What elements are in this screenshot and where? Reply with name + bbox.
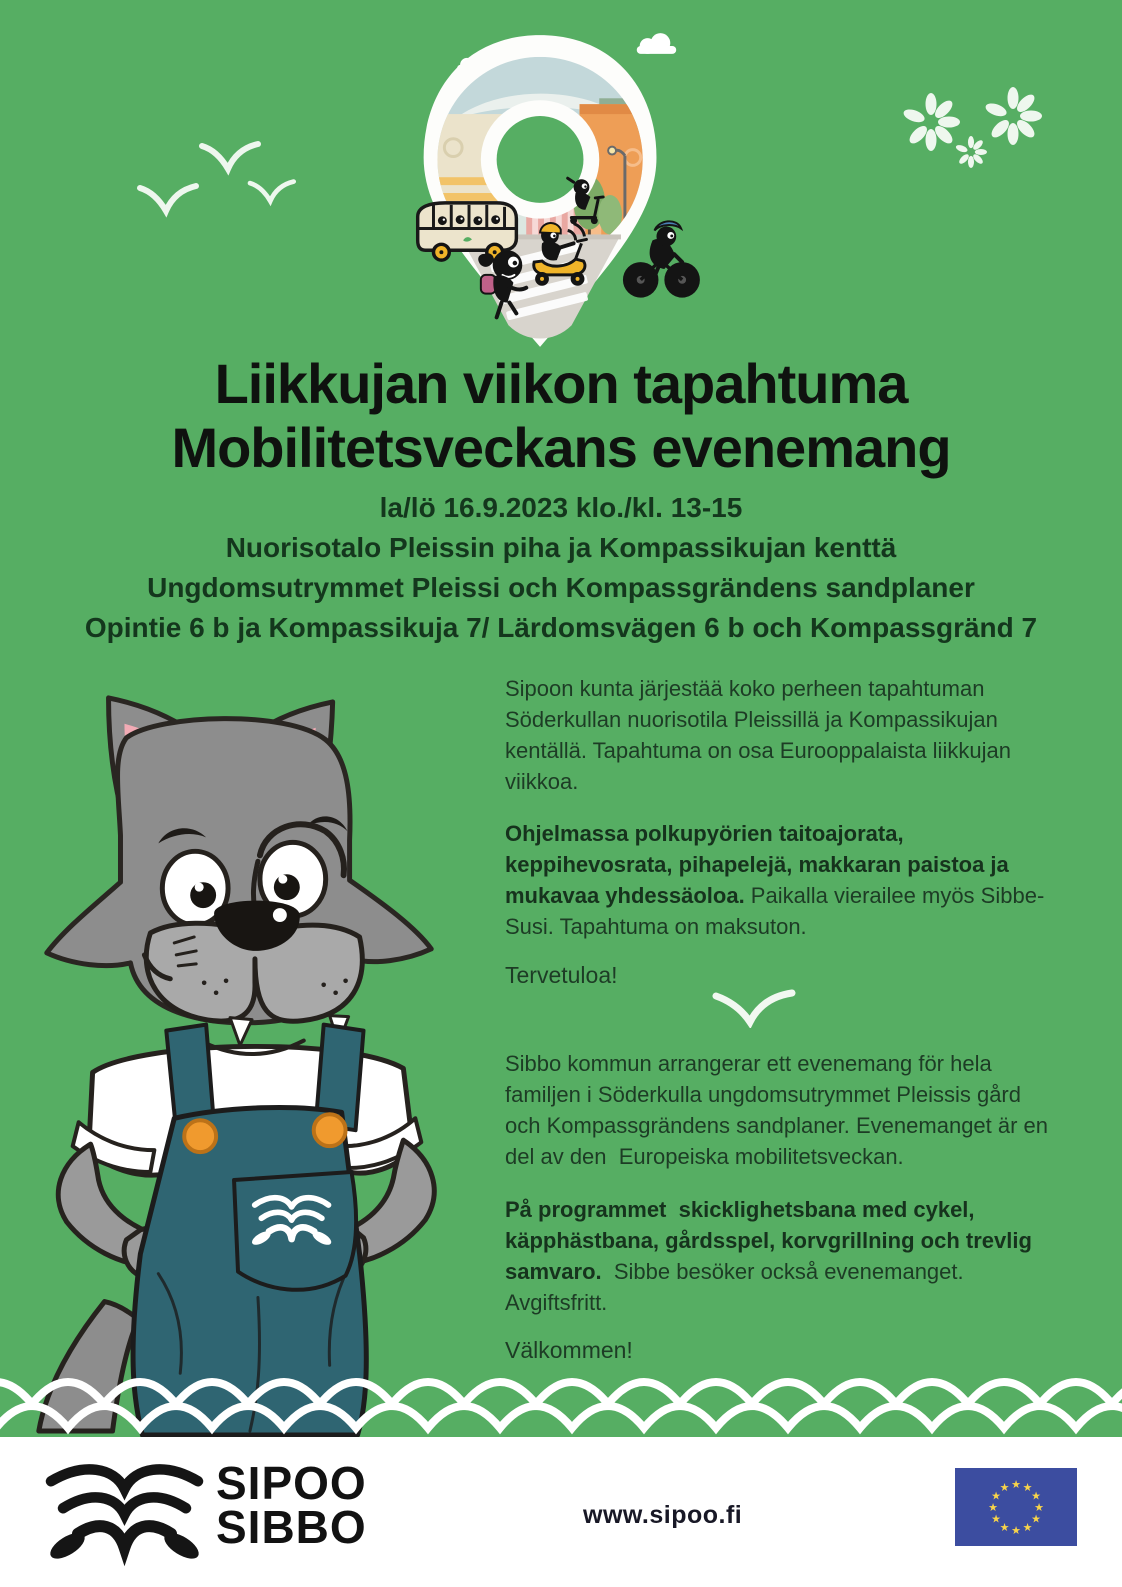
municipality-name-fi: SIPOO [216,1457,367,1509]
bird-icon [128,136,308,220]
fi-program-rest: Paikalla vierailee myös Sibbe-Susi. Tapahtuma on maksuton. [505,883,1045,939]
footer [0,1437,1122,1587]
fi-intro-text: Sipoon kunta järjestää koko perheen tapahtuman Söderkullan nuorisotila Pleissillä ja Kompassikujan kentällä. Tapahtuma on osa Eurooppalaista liikkujan viikkoa. [505,676,1018,794]
svg-text:★: ★ [1034,1501,1044,1514]
wolf-fang [230,1018,252,1046]
event-address: Opintie 6 b ja Kompassikuja 7/ Lärdomsvägen 6 b och Kompassgränd 7 [84,612,1038,643]
fi-program-text [505,818,1053,942]
overalls-button [314,1114,346,1146]
website-url: www.sipoo.fi [583,1501,743,1529]
flower-icon [984,87,1042,145]
event-location-sv: Ungdomsutrymmet Pleissi och Kompassgrändens sandplaner [147,572,975,603]
event-datetime: la/lö 16.9.2023 klo./kl. 13-15 [379,492,743,523]
svg-text:★: ★ [1011,1524,1021,1537]
flower-icon [902,93,960,151]
svg-text:★: ★ [1022,1521,1033,1534]
bird-icon [712,986,798,1028]
overalls-button [184,1120,216,1152]
event-location-fi: Nuorisotalo Pleissin piha ja Kompassikujan kenttä [225,532,897,563]
sv-program-bold: På programmet skicklighetsbana med cykel, käpphästbana, gårdsspel, korvgrillning och trevlig samvaro. [505,1197,1039,1284]
event-info [0,488,1122,648]
bird-icon [250,182,294,202]
fi-program-bold: Ohjelmassa polkupyörien taitoajorata, keppihevosrata, pihapelejä, makkaran paistoa ja mukavaa yhdessäoloa. [505,821,1015,908]
svg-text:★: ★ [991,1512,1001,1526]
svg-text:★: ★ [999,1481,1010,1494]
flower-icon [955,136,987,168]
cyclist-illustration [623,221,700,297]
svg-text:★: ★ [1022,1481,1033,1494]
municipality-name [216,1457,367,1553]
sv-program-text [505,1194,1053,1318]
sv-welcome-text: Välkommen! [505,1337,633,1363]
sipoo-logo-icon [42,1457,207,1567]
svg-text:★: ★ [1031,1512,1041,1526]
wave-border [0,1366,1122,1440]
bird-icon [202,144,258,169]
sibbe-susi-wolf-mascot [8,676,478,1438]
municipality-name-sv: SIBBO [216,1501,367,1553]
svg-text:★: ★ [1011,1478,1021,1491]
pin-hole [497,116,584,203]
eu-flag [955,1468,1077,1546]
svg-text:★: ★ [999,1521,1010,1534]
sv-program-rest: Sibbe besöker också evenemanget. Avgiftsfritt. [505,1259,969,1315]
svg-text:★: ★ [988,1501,998,1514]
poster-title [0,352,1122,480]
bird-icon [140,186,196,211]
svg-text:★: ★ [1031,1489,1041,1503]
mobility-week-pin-illustration [396,28,692,360]
svg-text:★: ★ [991,1489,1001,1503]
fi-welcome-text: Tervetuloa! [505,962,618,988]
title-finnish: Liikkujan viikon tapahtuma [214,352,908,415]
flower-icon [895,80,1055,180]
title-swedish: Mobilitetsveckans evenemang [171,416,951,479]
sv-intro-text: Sibbo kommun arrangerar ett evenemang för hela familjen i Söderkulla ungdomsutrymmet Pleissis gård och Kompassgrändens sandplaner. Evenemanget är en del av den Europeiska mobilitetsveckan. [505,1051,1055,1169]
